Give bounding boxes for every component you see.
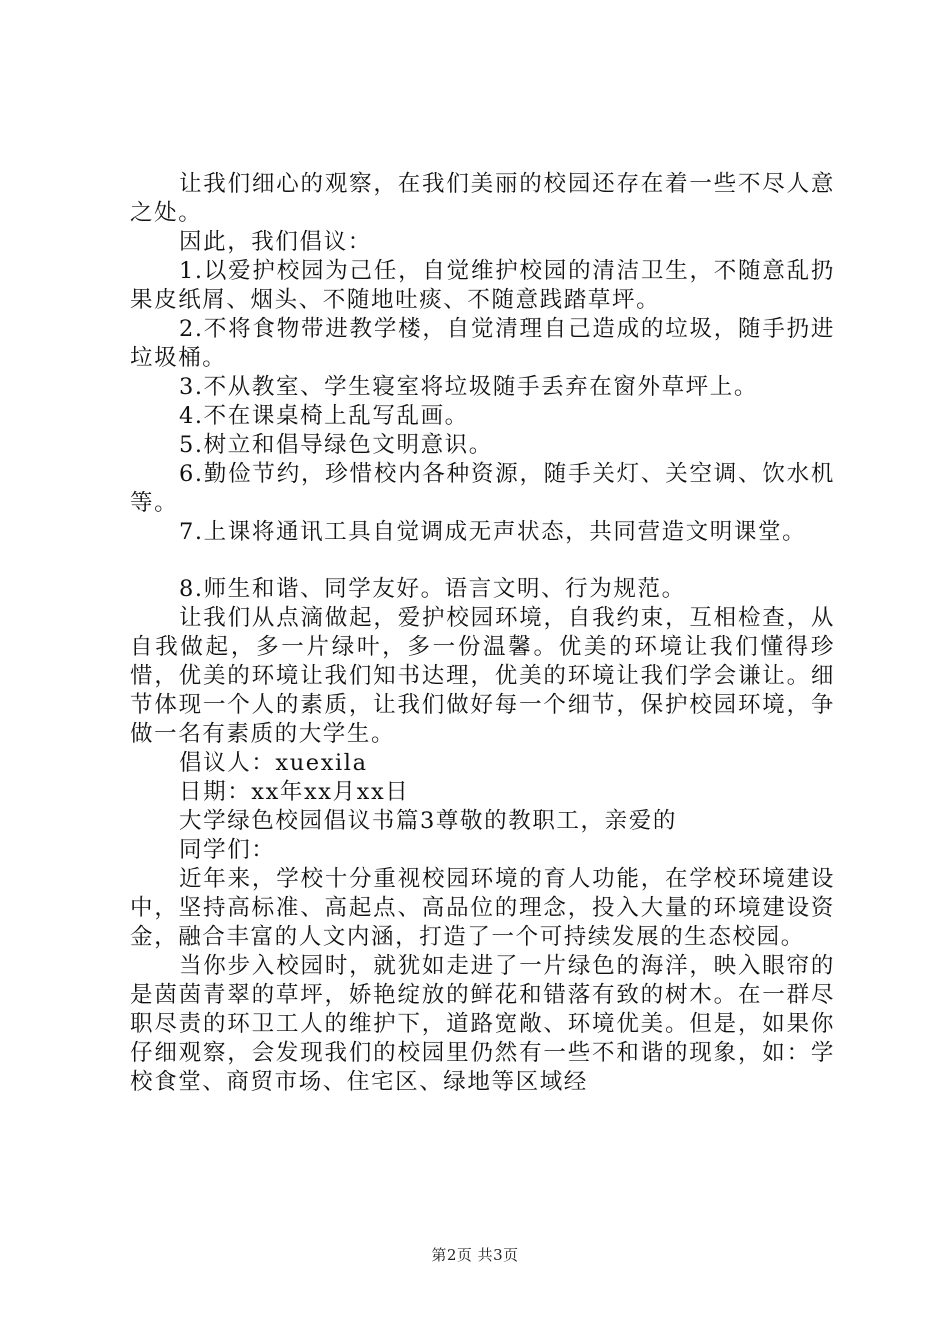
proposal-item-7: 7.上课将通讯工具自觉调成无声状态，共同营造文明课堂。 (179, 519, 807, 545)
date-line: 日期：xx年xx月xx日 (179, 779, 410, 805)
paragraph-observation: 让我们细心的观察，在我们美丽的校园还存在着一些不尽人意之处。 (130, 171, 835, 226)
paragraph-proposal-intro: 因此，我们倡议： (179, 229, 372, 255)
proposal-item-3: 3.不从教室、学生寝室将垃圾随手丢弃在窗外草坪上。 (179, 374, 758, 400)
document-body (130, 170, 835, 1097)
paragraph-call-to-action: 让我们从点滴做起，爱护校园环境，自我约束，互相检查，从自我做起，多一片绿叶，多一份温馨。优美的环境让我们懂得珍惜，优美的环境让我们知书达理，优美的环境让我们学会谦让。细节体现一个人的素质，让我们做好每一个细节，保护校园环境，争做一名有素质的大学生。 (130, 605, 835, 747)
proposal-item-8: 8.师生和谐、同学友好。语言文明、行为规范。 (179, 576, 686, 602)
page-footer: 第2页 共3页 (431, 1246, 519, 1264)
proposal-item-4: 4.不在课桌椅上乱写乱画。 (179, 403, 469, 429)
paragraph-recent-years: 近年来，学校十分重视校园环境的育人功能，在学校环境建设中，坚持高标准、高起点、高品位的理念，投入大量的环境建设资金，融合丰富的人文内涵，打造了一个可持续发展的生态校园。 (130, 866, 835, 950)
paragraph-campus-walk: 当你步入校园时，就犹如走进了一片绿色的海洋，映入眼帘的是茵茵青翠的草坪，娇艳绽放的鲜花和错落有致的树木。在一群尽职尽责的环卫工人的维护下，道路宽敞、环境优美。但是，如果你仔细观察，会发现我们的校园里仍然有一些不和谐的现象，如：学校食堂、商贸市场、住宅区、绿地等区域经 (130, 953, 835, 1095)
proposal-item-2: 2.不将食物带进教学楼，自觉清理自己造成的垃圾，随手扔进垃圾桶。 (130, 316, 835, 371)
proposal-item-5: 5.树立和倡导绿色文明意识。 (179, 432, 493, 458)
proposal-item-6: 6.勤俭节约，珍惜校内各种资源，随手关灯、关空调、饮水机等。 (130, 461, 835, 516)
proposer-line: 倡议人：xuexila (179, 750, 368, 776)
salutation-line: 同学们： (179, 837, 276, 863)
section-heading-3: 大学绿色校园倡议书篇3尊敬的教职工，亲爱的 (179, 808, 677, 834)
proposal-item-1: 1.以爱护校园为己任，自觉维护校园的清洁卫生，不随意乱扔果皮纸屑、烟头、不随地吐痰、不随意践踏草坪。 (130, 258, 835, 313)
